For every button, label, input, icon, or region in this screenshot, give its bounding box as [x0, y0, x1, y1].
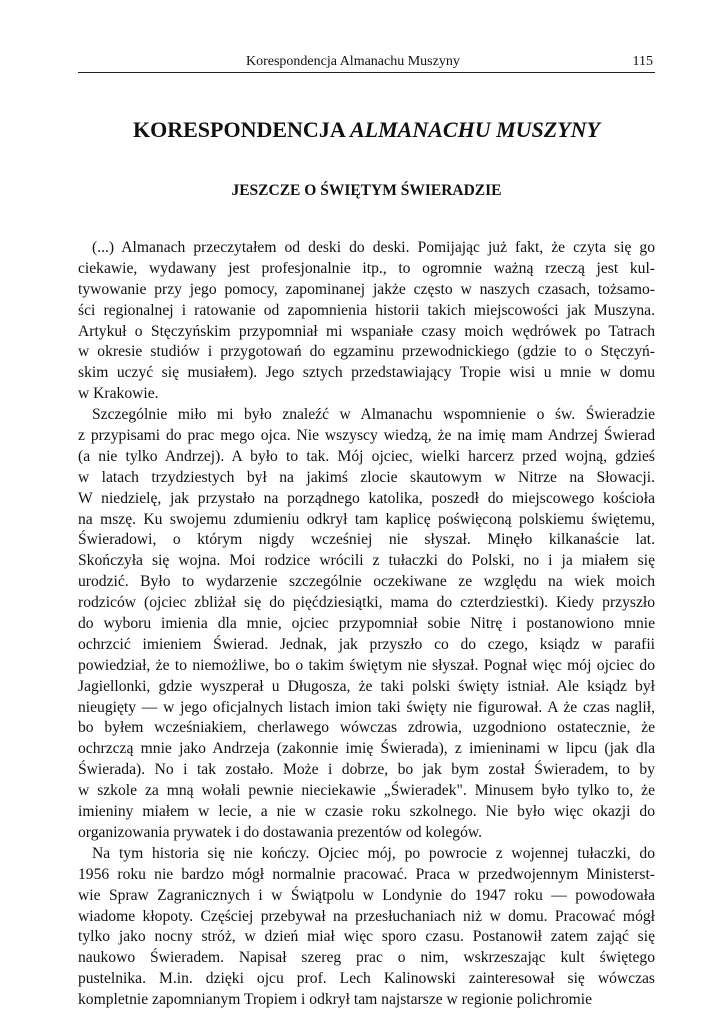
body-line: w Krakowie.	[78, 385, 159, 403]
body-line: Świeradowi, o którym nigdy wcześniej nie słyszał. Minęło kilkanaście lat.	[78, 531, 655, 549]
body-line: Artykuł o Stęczyńskim przypomniał mi wspaniałe czasy moich wędrówek po Tatrach	[78, 322, 655, 340]
body-line: w szkole za mną wołali pewnie nieciekawie „Świeradek". Minusem było tylko to, że	[78, 782, 655, 800]
article-title	[78, 116, 655, 144]
body-line: urodzić. Było to wydarzenie szczególnie oczekiwane ze względu na wiek moich	[78, 573, 655, 591]
body-line: na mszę. Ku swojemu zdumieniu odkrył tam kaplicę poświęconą polskiemu świętemu,	[78, 510, 655, 528]
body-line: (a nie tylko Andrzej). A było to tak. Mój ojciec, wielki harcerz przed wojną, gdzieś	[78, 447, 655, 465]
body-line: (...) Almanach przeczytałem od deski do deski. Pomijając już fakt, że czyta się go	[92, 239, 655, 256]
body-line: w okresie studiów i przygotowań do egzaminu przewodnickiego (gdzie to o Stęczyń-	[78, 343, 655, 361]
body-line: imieniny miałem w lecie, a nie w czasie roku szkolnego. Nie było więc okazji do	[78, 803, 655, 821]
body-line: wie Spraw Zagranicznych i w Świątpolu w Londynie do 1947 roku — powodowała	[78, 886, 655, 904]
article-subtitle: JESZCZE O ŚWIĘTYM ŚWIERADZIE	[231, 182, 502, 199]
body-line: w latach trzydziestych był na jakimś zlocie skautowym w Nitrze na Słowacji.	[78, 468, 655, 486]
body-line: bo byłem wcześniakiem, cherlawego wówczas zdrowia, uzgodniono ostatecznie, że	[78, 719, 655, 737]
body-line: Na tym historia się nie kończy. Ojciec mój, po powrocie z wojennej tułaczki, do	[92, 844, 655, 862]
body-line: Jagiellonki, gdzie wyszperał u Długosza, że taki polski święty istniał. Ale ksiądz był	[78, 677, 655, 695]
body-line: nieugięty — w jego oficjalnych listach imion taki święty nie figurował. A że czas naglił,	[78, 698, 655, 716]
body-line: wiadome kłopoty. Częściej przebywał na przesłuchaniach niż w domu. Pracować mógł	[78, 907, 655, 925]
article-title-italic: ALMANACHU MUSZYNY	[350, 117, 600, 142]
body-line: powiedział, że to niemożliwe, bo o takim świętym nie słyszał. Pognał więc mój ojciec do	[78, 656, 655, 674]
body-line: rodziców (ojciec zbliżał się do pięćdziesiątki, mama do czterdziestki). Kiedy przyszło	[78, 594, 655, 612]
article-title-plain: KORESPONDENCJA	[133, 117, 350, 142]
body-line: ochrzczą mnie jako Andrzeja (zakonnie imię Świerada), z imieninami w lipcu (jak dla	[78, 740, 655, 758]
body-line: tylko jako nocny stróż, w dzień miał więc sporo czasu. Postanowił zatem zająć się	[78, 928, 655, 946]
body-line: ochrzcić imieniem Świerad. Jednak, jak przyszło co do czego, ksiądz w parafii	[78, 635, 655, 653]
body-line: do wyboru imienia dla mnie, ojciec przypomniał sobie Nitrę i postanowiono mnie	[78, 615, 655, 633]
body-line: organizowania prywatek i do dostawania prezentów od kolegów.	[78, 823, 483, 841]
running-head-title: Korespondencja Almanachu Muszyny	[246, 54, 460, 69]
body-line: ści regionalnej i ratowanie od zapomnienia historii takich miejscowości jak Muszyna.	[78, 301, 655, 319]
body-line: W niedzielę, jak przystało na porządnego katolika, poszedł do miejscowego kościoła	[78, 489, 655, 507]
body-line: ciekawie, wydawany jest profesjonalnie itp., to ogromnie ważną rzeczą jest kul-	[78, 259, 655, 277]
body-line: skim uczyć się musiałem). Jego sztych przedstawiający Tropie wisi u mnie w domu	[78, 364, 655, 382]
body-line: Skończyła się wojna. Moi rodzice wrócili z tułaczki do Polski, no i ja miałem się	[78, 552, 655, 570]
body-line: kompletnie zapomnianym Tropiem i odkrył tam najstarsze w regionie polichromie	[78, 991, 593, 1009]
body-line: z przypisami do prac mego ojca. Nie wszyscy wiedzą, że na imię mam Andrzej Świerad	[78, 427, 655, 445]
running-head	[78, 52, 655, 73]
body-line: 1956 roku nie bardzo mógł normalnie pracować. Praca w przedwojennym Ministerst-	[78, 865, 655, 883]
page-number: 115	[632, 54, 653, 69]
article-body	[78, 238, 655, 1011]
body-line: Szczególnie miło mi było znaleźć w Almanachu wspomnienie o św. Świeradzie	[92, 406, 655, 424]
body-line: pustelnika. M.in. dzięki ojcu prof. Lech Kalinowski zainteresował się wówczas	[78, 970, 655, 988]
body-line: tywowanie przy jego pomocy, zapominanej jakże często w naszych czasach, tożsamo-	[78, 280, 655, 298]
body-line: naukowo Świeradem. Napisał szereg prac o nim, wskrzeszając kult świętego	[78, 949, 655, 967]
body-line: Świerada). No i tak zostało. Może i dobrze, bo jak bym został Świeradem, to by	[78, 761, 655, 779]
